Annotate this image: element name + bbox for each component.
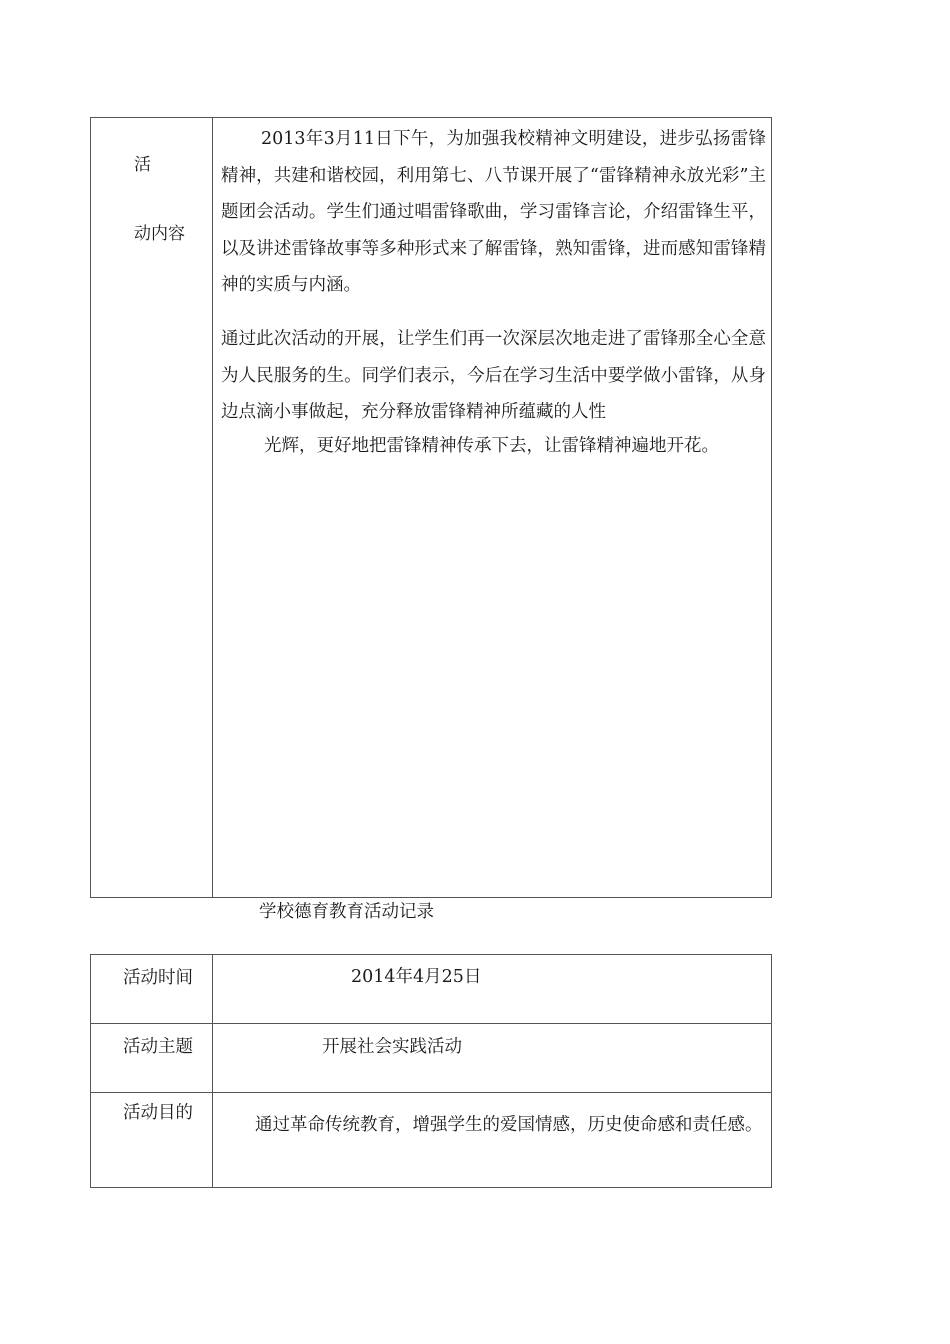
content-paragraph-1-text: 2013年3月11日下午，为加强我校精神文明建设，进步弘扬雷锋精神，共建和谐校园，利用第七、八节课开展了“雷锋精神永放光彩”主题团会活动。学生们通过唱雷锋歌曲，学习雷锋言论，介绍雷锋生平，以及讲述雷锋故事等多种形式来了解雷锋，熟知雷锋，进而感知雷锋精神的实质与内涵。 bbox=[221, 129, 766, 295]
table-row-divider bbox=[90, 1023, 772, 1024]
activity-record-table bbox=[90, 954, 772, 1188]
activity-theme-label: 活动主题 bbox=[123, 1037, 193, 1057]
activity-purpose-value bbox=[221, 1107, 766, 1143]
activity-time-label: 活动时间 bbox=[123, 968, 193, 988]
activity-purpose-label: 活动目的 bbox=[123, 1103, 193, 1123]
record-title: 学校德育教育活动记录 bbox=[259, 902, 434, 922]
content-paragraph-1 bbox=[221, 121, 766, 304]
content-label-line1: 活 bbox=[134, 155, 151, 175]
content-paragraph-2: 通过此次活动的开展，让学生们再一次深层次地走进了雷锋那全心全意为人民服务的生。同学们表示，今后在学习生活中要学做小雷锋，从身边点滴小事做起，充分释放雷锋精神所蕴藏的人性 bbox=[221, 329, 766, 422]
table-column-divider bbox=[212, 117, 213, 898]
content-label-line2: 动内容 bbox=[134, 224, 185, 244]
activity-time-value: 2014年4月25日 bbox=[351, 967, 482, 987]
activity-purpose-text: 通过革命传统教育，增强学生的爱国情感，历史使命感和责任感。 bbox=[255, 1115, 763, 1135]
content-paragraph-2-last-line: 光辉，更好地把雷锋精神传承下去，让雷锋精神遍地开花。 bbox=[264, 436, 719, 456]
table-column-divider bbox=[212, 954, 213, 1188]
activity-theme-value: 开展社会实践活动 bbox=[322, 1037, 462, 1057]
table-row-divider bbox=[90, 1092, 772, 1093]
